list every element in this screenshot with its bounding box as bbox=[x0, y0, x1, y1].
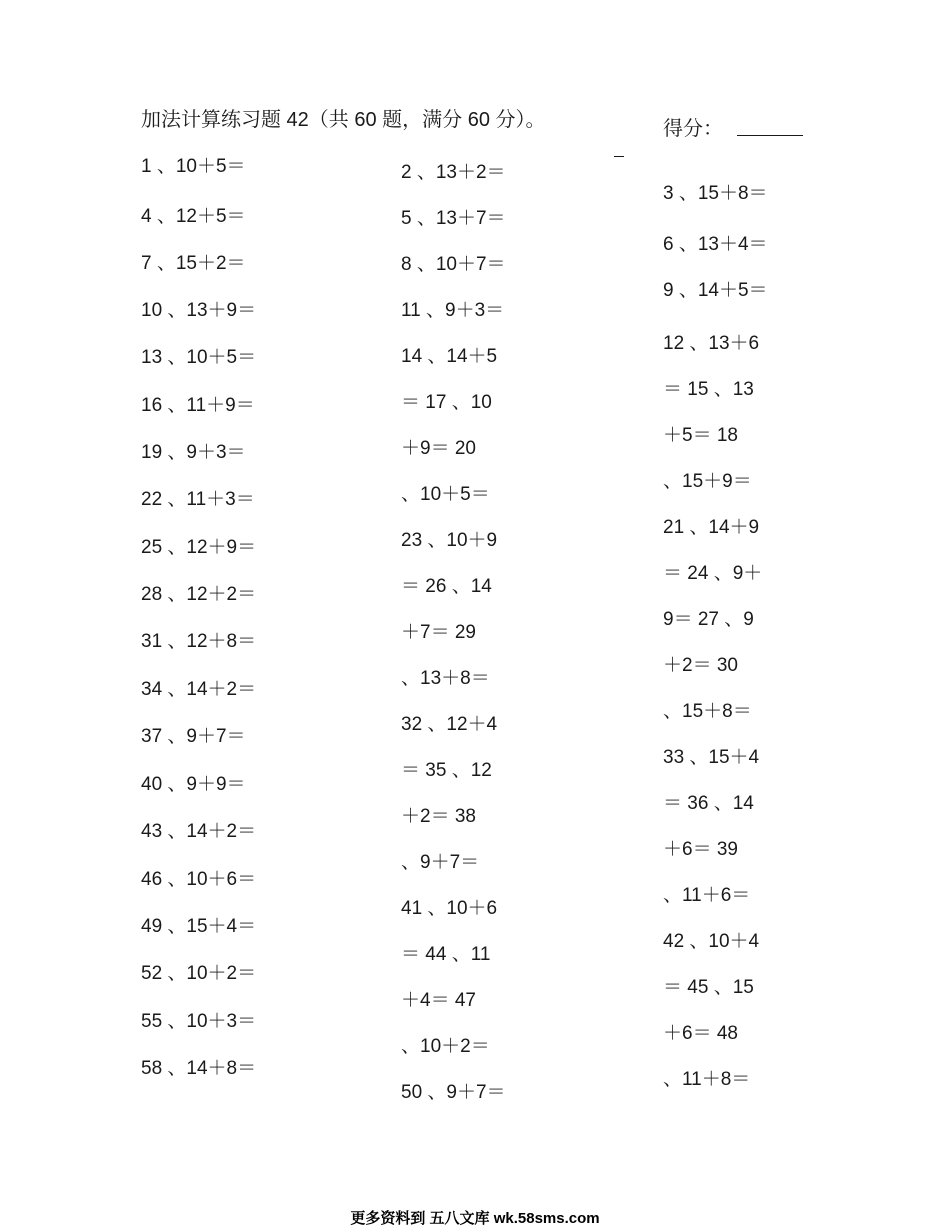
problem-line: 52 、10＋2＝ bbox=[141, 963, 257, 984]
problem-line: ＝ 26 、14 bbox=[401, 576, 492, 597]
problem-line: ＝ 35 、12 bbox=[401, 760, 492, 781]
problem-line: ＋9＝ 20 bbox=[401, 438, 476, 459]
problem-line: 9＝ 27 、9 bbox=[663, 609, 754, 630]
score-label: 得分： bbox=[663, 118, 723, 140]
problem-line: 9 、14＋5＝ bbox=[663, 280, 768, 301]
problem-line: 21 、14＋9 bbox=[663, 517, 760, 538]
problem-line: ＋7＝ 29 bbox=[401, 622, 476, 643]
problem-line: ＝ 17 、10 bbox=[401, 392, 492, 413]
problem-line: 、15＋9＝ bbox=[663, 471, 752, 492]
problem-line: 7 、15＋2＝ bbox=[141, 253, 246, 274]
problem-line: 40 、9＋9＝ bbox=[141, 774, 246, 795]
problem-line: ＋6＝ 48 bbox=[663, 1023, 738, 1044]
problem-line: 12 、13＋6 bbox=[663, 333, 760, 354]
problem-line: 、9＋7＝ bbox=[401, 852, 480, 873]
problem-line: 33 、15＋4 bbox=[663, 747, 760, 768]
problem-line: 、11＋8＝ bbox=[663, 1069, 751, 1090]
problem-line: ＝ 15 、13 bbox=[663, 379, 754, 400]
problem-line: ＝ 24 、9＋ bbox=[663, 563, 763, 584]
problem-line: 22 、11＋3＝ bbox=[141, 489, 255, 510]
problem-line: 34 、14＋2＝ bbox=[141, 679, 257, 700]
problem-line: 、10＋5＝ bbox=[401, 484, 490, 505]
stray-dash bbox=[614, 156, 624, 157]
problem-line: 31 、12＋8＝ bbox=[141, 631, 257, 652]
problem-line: 、11＋6＝ bbox=[663, 885, 751, 906]
problem-line: 32 、12＋4 bbox=[401, 714, 498, 735]
problem-line: 46 、10＋6＝ bbox=[141, 869, 257, 890]
problem-line: ＝ 44 、11 bbox=[401, 944, 491, 965]
problem-line: 23 、10＋9 bbox=[401, 530, 498, 551]
problem-line: 16 、11＋9＝ bbox=[141, 395, 255, 416]
problem-line: ＝ 36 、14 bbox=[663, 793, 754, 814]
problem-line: 、10＋2＝ bbox=[401, 1036, 490, 1057]
problem-line: ＝ 45 、15 bbox=[663, 977, 754, 998]
problem-line: 4 、12＋5＝ bbox=[141, 206, 246, 227]
problem-line: ＋2＝ 38 bbox=[401, 806, 476, 827]
problem-line: ＋4＝ 47 bbox=[401, 990, 476, 1011]
problem-line: 2 、13＋2＝ bbox=[401, 162, 506, 183]
problem-line: ＋2＝ 30 bbox=[663, 655, 738, 676]
problem-line: ＋6＝ 39 bbox=[663, 839, 738, 860]
problem-line: 10 、13＋9＝ bbox=[141, 300, 257, 321]
problem-line: 、15＋8＝ bbox=[663, 701, 752, 722]
problem-line: 13 、10＋5＝ bbox=[141, 347, 257, 368]
problem-line: ＋5＝ 18 bbox=[663, 425, 738, 446]
problem-line: 3 、15＋8＝ bbox=[663, 183, 768, 204]
footer-watermark: 更多资料到 五八文库 wk.58sms.com bbox=[350, 1210, 600, 1227]
problem-line: 50 、9＋7＝ bbox=[401, 1082, 506, 1103]
worksheet-title: 加法计算练习题 42（共 60 题，满分 60 分）。 bbox=[141, 109, 546, 131]
problem-line: 41 、10＋6 bbox=[401, 898, 498, 919]
problem-line: 43 、14＋2＝ bbox=[141, 821, 257, 842]
problem-line: 8 、10＋7＝ bbox=[401, 254, 506, 275]
problem-line: 1 、10＋5＝ bbox=[141, 156, 246, 177]
problem-line: 、13＋8＝ bbox=[401, 668, 490, 689]
score-blank-line bbox=[737, 135, 803, 136]
problem-line: 58 、14＋8＝ bbox=[141, 1058, 257, 1079]
problem-line: 49 、15＋4＝ bbox=[141, 916, 257, 937]
problem-line: 28 、12＋2＝ bbox=[141, 584, 257, 605]
problem-line: 42 、10＋4 bbox=[663, 931, 760, 952]
problem-line: 5 、13＋7＝ bbox=[401, 208, 506, 229]
problem-line: 11 、9＋3＝ bbox=[401, 300, 505, 321]
problem-line: 25 、12＋9＝ bbox=[141, 537, 257, 558]
problem-line: 19 、9＋3＝ bbox=[141, 442, 246, 463]
problem-line: 14 、14＋5 bbox=[401, 346, 498, 367]
problem-line: 37 、9＋7＝ bbox=[141, 726, 246, 747]
problem-line: 55 、10＋3＝ bbox=[141, 1011, 257, 1032]
problem-line: 6 、13＋4＝ bbox=[663, 234, 768, 255]
